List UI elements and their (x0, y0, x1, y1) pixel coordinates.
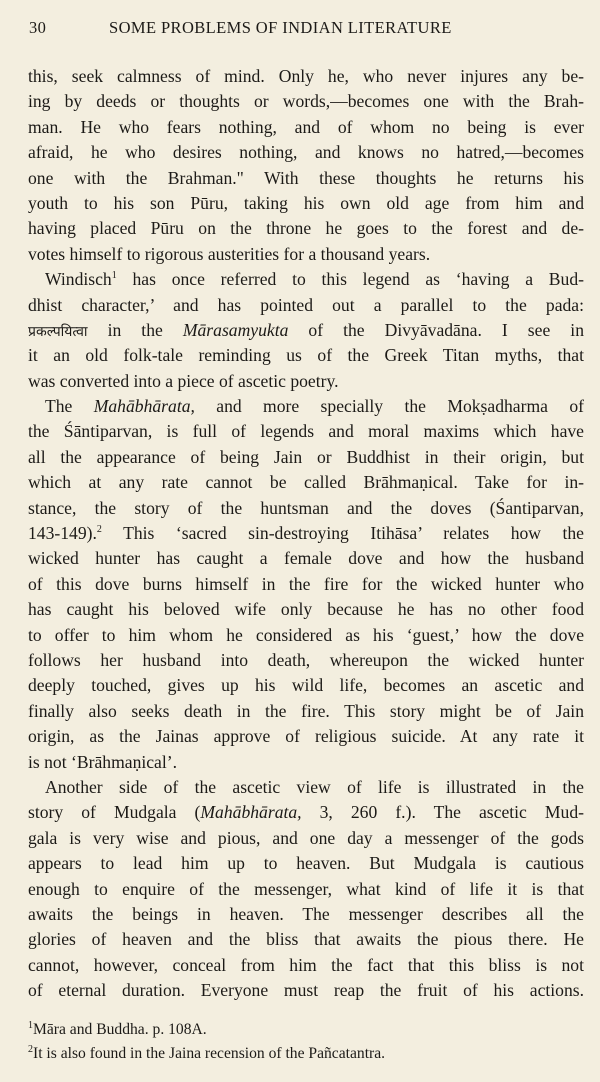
footnote (28, 1018, 584, 1042)
footnote-mark: 2 (96, 524, 102, 536)
page-header (29, 16, 582, 40)
text-line: finally also seeks death in the fire. This story might be of Jain (28, 700, 584, 721)
text-line: man. He who fears nothing, and of whom no being is ever (28, 116, 584, 137)
footnote-mark: 1 (111, 270, 117, 282)
text-line: appears to lead him up to heaven. But Mudgala is cautious (28, 853, 584, 874)
text-line: all the appearance of being Jain or Buddhist in their origin, but (28, 446, 584, 467)
footnote (28, 1042, 584, 1066)
italic-title: Mahābhārata, (93, 396, 195, 417)
text-line: has caught his beloved wife only because he has no other food (28, 599, 584, 620)
text-line: deeply touched, gives up his wild life, becomes an ascetic and (28, 675, 584, 696)
text-run: The (45, 396, 94, 417)
footnote-text: It is also found in the Jaina recension of the Pañcatantra. (33, 1045, 386, 1062)
text-line: having placed Pūru on the throne he goes to the forest and de- (28, 218, 584, 239)
text-line: dhist character,’ and has pointed out a parallel to the pada: (28, 294, 584, 315)
italic-title: Mahābhārata, (200, 802, 302, 823)
text-line: which at any rate cannot be called Brāhmaṇical. Take for in- (28, 472, 584, 493)
text-line (28, 521, 584, 546)
text-line: cannot, however, conceal from him the fact that this bliss is not (28, 954, 584, 975)
text-run: Windisch (45, 269, 112, 290)
text-line: it an old folk-tale reminding us of the Greek Titan myths, that (28, 345, 584, 366)
body-text (28, 64, 584, 1003)
text-line (28, 800, 584, 825)
text-line: of this dove burns himself in the fire for the wicked hunter who (28, 573, 584, 594)
footnote-mark: 2 (28, 1043, 33, 1055)
text-line: gala is very wise and pious, and one day a messenger of the gods (28, 827, 584, 848)
sanskrit-pada: प्रकल्पयित्वा (28, 323, 88, 340)
text-run: in the (87, 319, 183, 340)
page-number: 30 (29, 18, 47, 37)
text-line (28, 394, 584, 419)
text-line (28, 267, 584, 292)
text-line: ing by deeds or thoughts or words,—becomes one with the Brah- (28, 91, 584, 112)
text-line: awaits the beings in heaven. The messenger describes all the (28, 903, 584, 924)
text-line: to offer to him whom he considered as his ‘guest,’ how the dove (28, 624, 584, 645)
text-line: is not ‘Brāhmaṇical’. (28, 751, 178, 772)
text-run: 3, 260 f.). The ascetic Mud- (301, 802, 584, 823)
text-run: of the Divyāvadāna. I see in (288, 319, 584, 340)
text-line: youth to his son Pūru, taking his own old age from him and (28, 192, 584, 213)
text-line: votes himself to rigorous austerities for a thousand years. (28, 243, 431, 264)
text-line: glories of heaven and the bliss that awaits the pious there. He (28, 929, 584, 950)
text-line: Another side of the ascetic view of life is illustrated in the (45, 776, 584, 797)
footnotes (28, 1018, 584, 1066)
text-line: follows her husband into death, whereupon the wicked hunter (28, 649, 584, 670)
text-line: this, seek calmness of mind. Only he, who never injures any be- (28, 66, 584, 86)
text-line: stance, the story of the huntsman and the doves (Śantiparvan, (28, 497, 584, 518)
text-line (28, 318, 584, 343)
text-line: afraid, he who desires nothing, and knows no hatred,—becomes (28, 142, 584, 163)
text-run: has once referred to this legend as ‘having a Bud- (116, 269, 584, 290)
text-line: the Śāntiparvan, is full of legends and moral maxims which have (28, 421, 584, 442)
text-line: was converted into a piece of ascetic poetry. (28, 370, 339, 391)
text-run: and more specially the Mokṣadharma of (194, 396, 584, 417)
footnote-text: Māra and Buddha. p. 108A. (33, 1021, 207, 1038)
text-line: one with the Brahman." With these thoughts he returns his (28, 167, 584, 188)
running-title: SOME PROBLEMS OF INDIAN LITERATURE (109, 18, 452, 37)
text-run: This ‘sacred sin-destroying Itihāsa’ relates how the (101, 523, 584, 544)
text-line: origin, as the Jainas approve of religious suicide. At any rate it (28, 726, 584, 747)
text-line: enough to enquire of the messenger, what kind of life it is that (28, 878, 584, 899)
text-line: wicked hunter has caught a female dove and how the husband (28, 548, 584, 569)
footnote-mark: 1 (28, 1019, 33, 1031)
text-line: of eternal duration. Everyone must reap the fruit of his actions. (28, 980, 584, 1001)
text-run: story of Mudgala ( (28, 802, 201, 823)
text-run: 143-149). (28, 523, 97, 544)
italic-title: Mārasamyukta (182, 319, 289, 340)
